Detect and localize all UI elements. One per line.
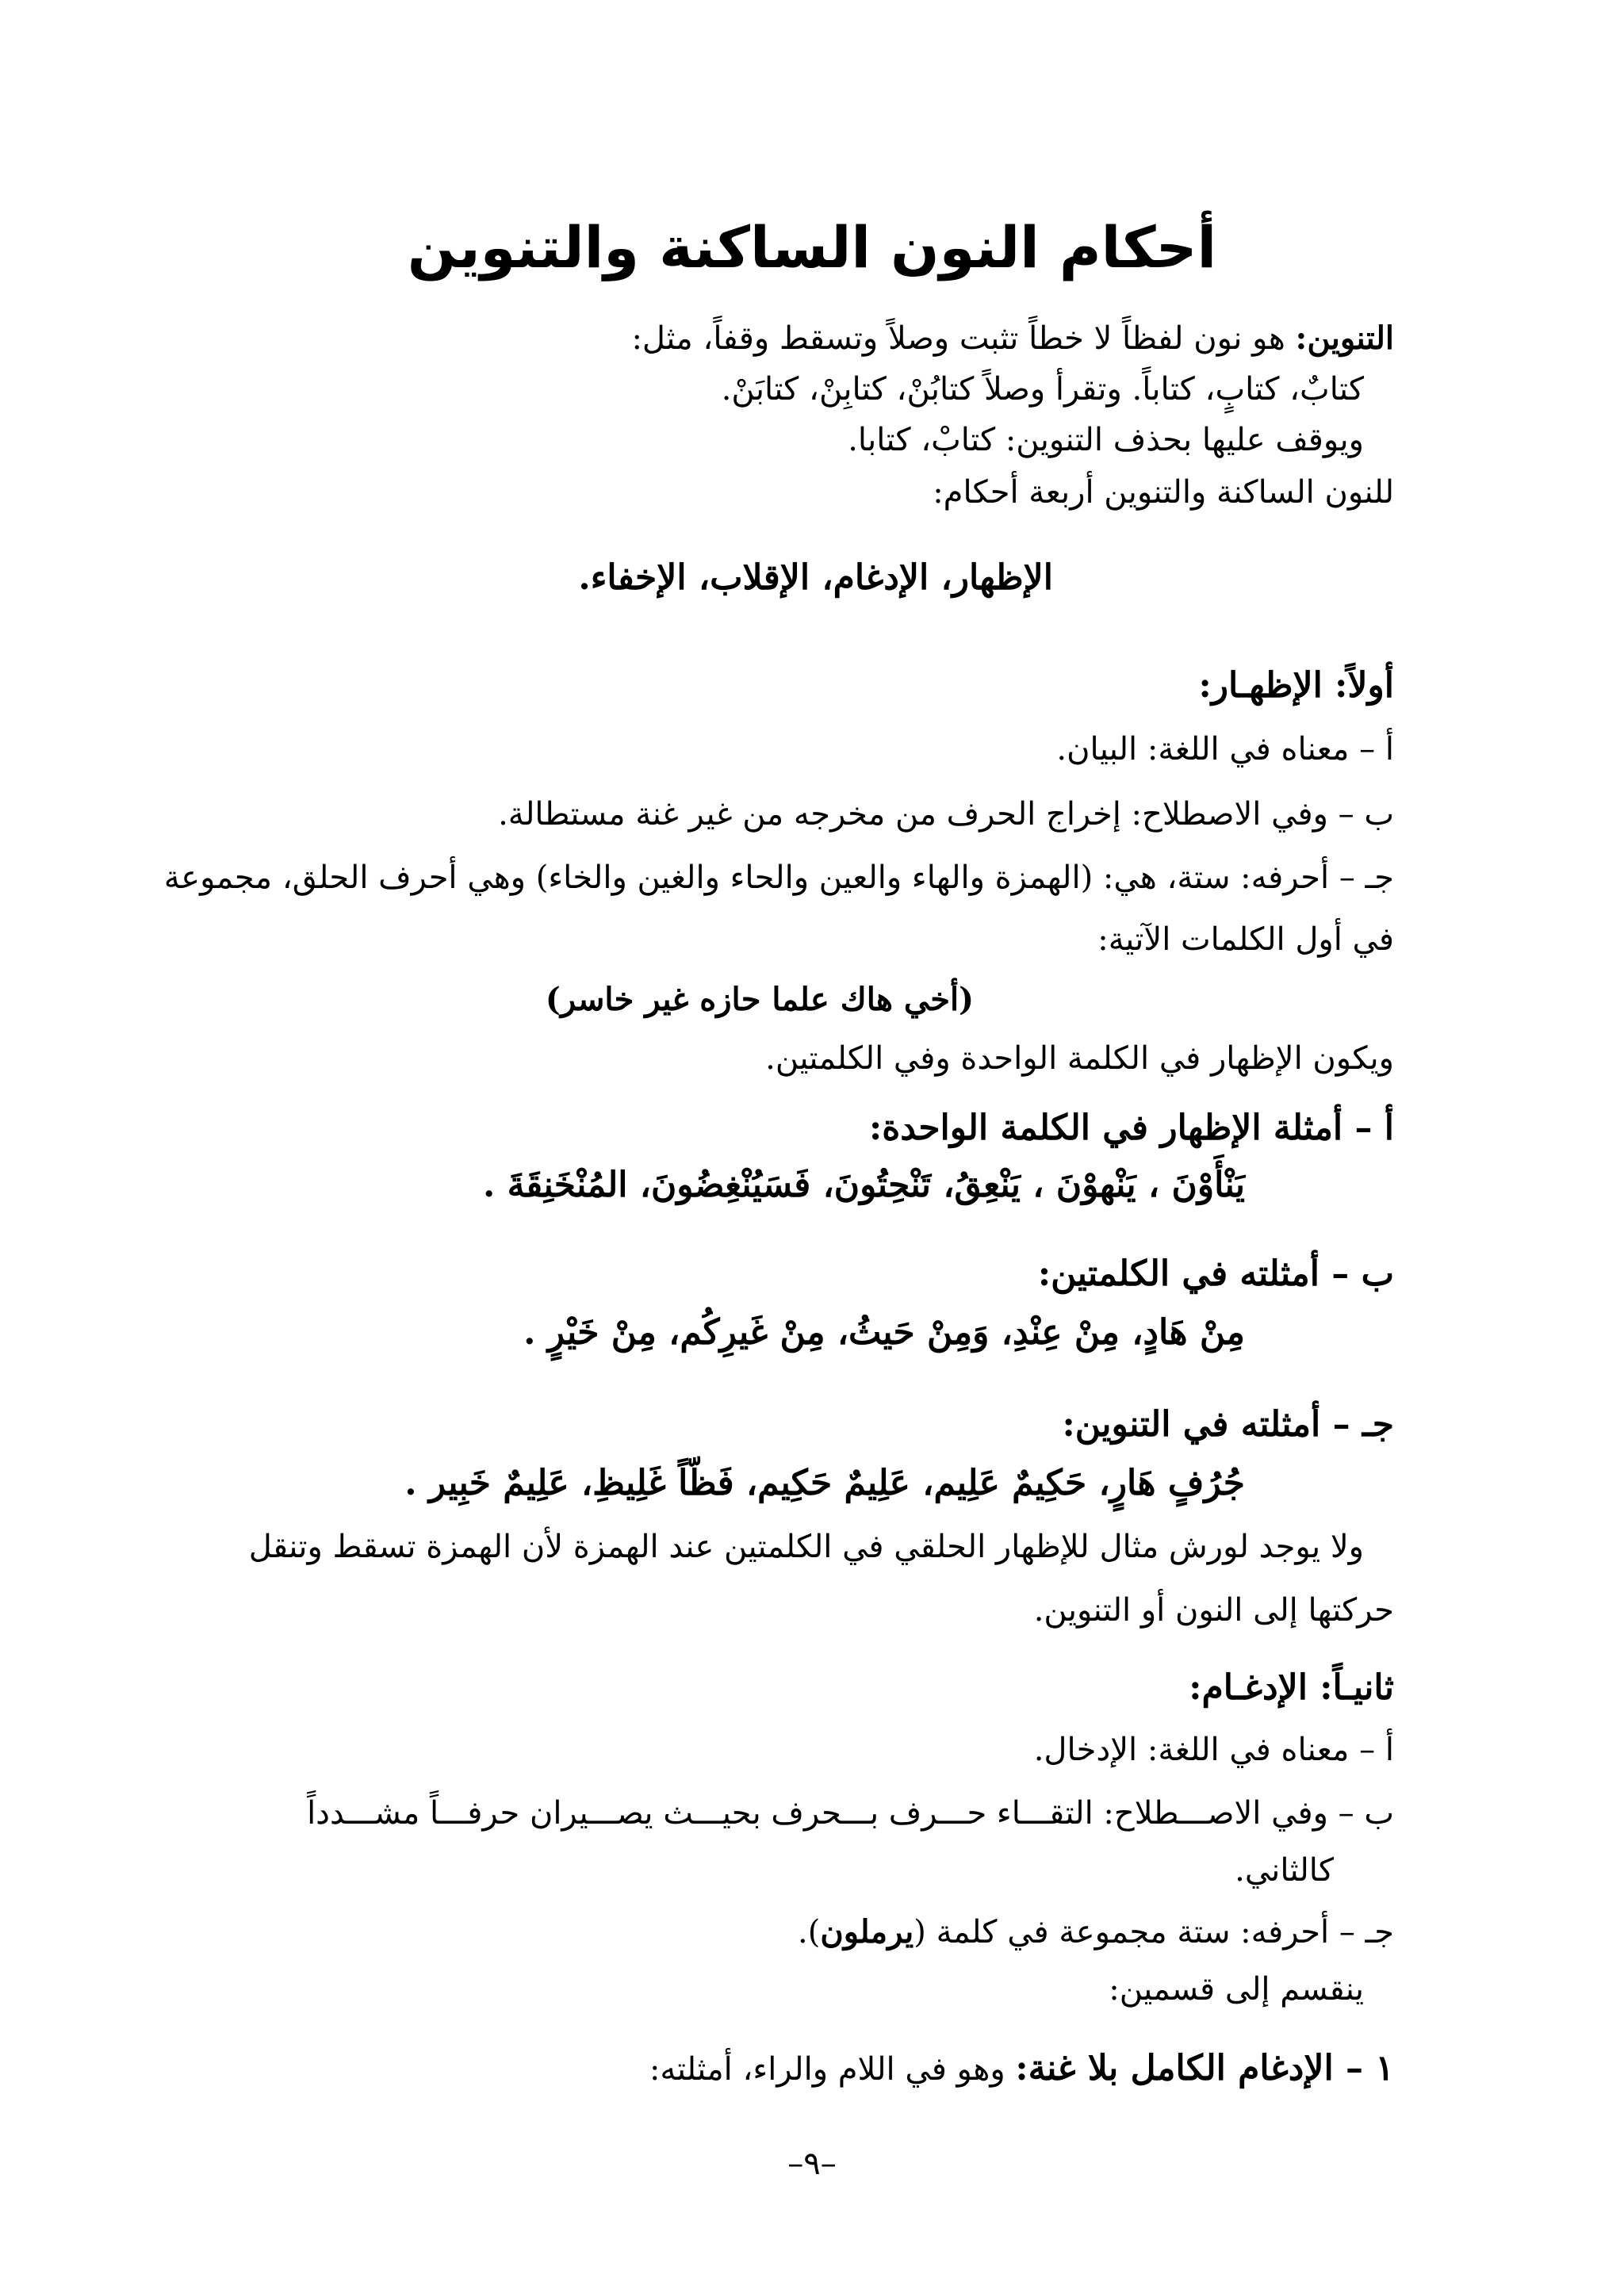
tanween-example-2: ويوقف عليها بحذف التنوين: كتابْ، كتابا. — [848, 422, 1364, 458]
izhar-letters-line-2: في أول الكلمات الآتية: — [1097, 921, 1394, 958]
izhar-tanween-examples: جُرُفٍ هَارٍ، حَكِيمٌ عَلِيم، عَلِيمٌ حَكِيم، فَظّاً غَلِيظِ، عَلِيمٌ خَبِير . — [404, 1463, 1245, 1503]
idgham-divides: ينقسم إلى قسمين: — [1109, 1971, 1364, 2008]
izhar-single-word-examples: يَنْأَوْنَ ، يَنْهوْنَ ، يَنْعِقُ، تَنْحِتُونَ، فَسَيُنْغِضُونَ، المُنْخَنِقَةَ . — [482, 1165, 1245, 1205]
idgham-technical-meaning-line-2: كالثاني. — [1235, 1852, 1334, 1889]
warsh-note-line-2: حركتها إلى النون أو التنوين. — [1033, 1592, 1394, 1629]
izhar-single-word-heading: أ – أمثلة الإظهار في الكلمة الواحدة: — [868, 1108, 1394, 1148]
izhar-technical-meaning: ب – وفي الاصطلاح: إخراج الحرف من مخرجه من غير غنة مستطالة. — [498, 796, 1394, 833]
idgham-letters-prefix: جـ – أحرفه: ستة مجموعة في كلمة ( — [914, 1914, 1394, 1950]
idgham-letters-word: يرملون — [820, 1913, 914, 1950]
idgham-type-1 — [649, 2046, 1394, 2092]
tanween-example-1: كتابٌ، كتابٍ، كتاباً. وتقرأ وصلاً كتابُنْ، كتابِنْ، كتابَنْ. — [721, 371, 1364, 408]
page-number: –٩– — [787, 2146, 837, 2182]
page-title: أحكام النون الساكنة والتنوين — [407, 214, 1217, 281]
idgham-linguistic-meaning: أ – معناه في اللغة: الإدخال. — [1033, 1732, 1394, 1768]
idgham-type-1-label: ١ – الإدغام الكامل بلا غنة: — [1015, 2048, 1394, 2088]
idgham-heading: ثانيـاً: الإدغـام: — [1189, 1667, 1394, 1708]
izhar-note: ويكون الإظهار في الكلمة الواحدة وفي الكلمتين. — [765, 1040, 1394, 1077]
idgham-type-1-text: وهو في اللام والراء، أمثلته: — [649, 2051, 1016, 2088]
izhar-two-words-examples: مِنْ هَادٍ، مِنْ عِنْدِ، وَمِنْ حَيثُ، مِنْ غَيرِكُم، مِنْ خَيْرٍ . — [523, 1312, 1245, 1353]
rules-intro: للنون الساكنة والتنوين أربعة أحكام: — [933, 474, 1394, 511]
izhar-mnemonic: (أخي هاك علما حازه غير خاسر) — [545, 981, 974, 1018]
tanween-definition-text: هو نون لفظاً لا خطاً تثبت وصلاً وتسقط وقفاً، مثل: — [631, 320, 1296, 357]
idgham-letters-suffix: ). — [798, 1914, 821, 1950]
izhar-heading: أولاً: الإظهـار: — [1198, 665, 1394, 706]
rules-list: الإظهار، الإدغام، الإقلاب، الإخفاء. — [578, 557, 1053, 598]
izhar-linguistic-meaning: أ – معناه في اللغة: البيان. — [1056, 731, 1394, 768]
izhar-two-words-heading: ب – أمثلته في الكلمتين: — [1037, 1254, 1394, 1294]
tanween-term: التنوين: — [1295, 320, 1394, 357]
warsh-note-line-1: ولا يوجد لورش مثال للإظهار الحلقي في الكلمتين عند الهمزة لأن الهمزة تسقط وتنقل — [248, 1529, 1364, 1565]
izhar-tanween-heading: جـ – أمثلته في التنوين: — [1062, 1404, 1394, 1445]
idgham-technical-meaning-line-1: ب – وفي الاصـــطلاح: التقـــاء حـــرف بـــحرف بحيـــث يصـــيران حرفـــاً مشـــدداً — [307, 1795, 1394, 1832]
idgham-letters — [798, 1909, 1394, 1955]
izhar-letters-line-1: جـ – أحرفه: ستة، هي: (الهمزة والهاء والعين والحاء والغين والخاء) وهي أحرف الحلق، مجموعة — [163, 859, 1394, 896]
tanween-definition — [631, 316, 1394, 362]
